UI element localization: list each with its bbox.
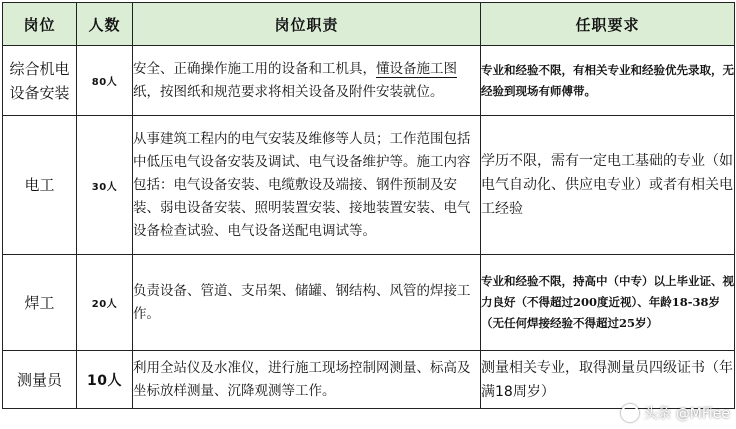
table-header-row <box>3 3 735 46</box>
header-requirements: 任职要求 <box>481 3 735 46</box>
requirements-cell: 学历不限，需有一定电工基础的专业（如电气自动化、供应电专业）或者有相关电工经验 <box>481 116 735 255</box>
requirements-cell: 测量相关专业，取得测量员四级证书（年满18周岁） <box>481 351 735 409</box>
position-cell: 测量员 <box>3 351 77 409</box>
duties-text: 安全、正确操作施工用的设备和工机具， <box>133 60 376 77</box>
headcount-cell: 10人 <box>77 351 133 409</box>
headcount-cell: 30人 <box>77 116 133 255</box>
watermark <box>621 403 730 423</box>
duties-underlined-text: 懂设备施工图 <box>376 60 457 77</box>
requirements-cell: 专业和经验不限，有相关专业和经验优先录取，无经验到现场有师傅带。 <box>481 46 735 116</box>
watermark-logo-icon <box>621 404 639 422</box>
headcount-cell: 20人 <box>77 255 133 351</box>
table-row <box>3 46 735 116</box>
requirements-cell: 专业和经验不限，持高中（中专）以上毕业证、视力良好（不得超过200度近视）、年龄18-38岁（无任何焊接经验不得超过25岁） <box>481 255 735 351</box>
table-row <box>3 116 735 255</box>
position-cell <box>3 46 77 116</box>
duties-cell: 从事建筑工程内的电气安装及维修等人员；工作范围包括中低压电气设备安装及调试、电气设备维护等。施工内容包括：电气设备安装、电缆敷设及端接、钢件预制及安装、弱电设备安装、照明装置安装、接地装置安装、电气设备检查试验、电气设备送配电调试等。 <box>133 116 481 255</box>
watermark-text: 头条 @MFiee <box>643 406 730 422</box>
duties-text-cont: 纸，按图纸和规范要求将相关设备及附件安装就位。 <box>133 83 444 100</box>
position-name-line1: 综合机电 <box>9 59 70 78</box>
header-count: 人数 <box>77 3 133 46</box>
header-position: 岗位 <box>3 3 77 46</box>
headcount-cell: 80人 <box>77 46 133 116</box>
position-cell: 焊工 <box>3 255 77 351</box>
duties-cell <box>133 46 481 116</box>
table-row <box>3 351 735 409</box>
header-duties: 岗位职责 <box>133 3 481 46</box>
table-row <box>3 255 735 351</box>
duties-cell: 利用全站仪及水准仪，进行施工现场控制网测量、标高及坐标放样测量、沉降观测等工作。 <box>133 351 481 409</box>
duties-cell: 负责设备、管道、支吊架、储罐、钢结构、风管的焊接工作。 <box>133 255 481 351</box>
position-name-line2: 设备安装 <box>9 83 70 102</box>
job-requirements-table <box>2 2 735 409</box>
position-cell: 电工 <box>3 116 77 255</box>
